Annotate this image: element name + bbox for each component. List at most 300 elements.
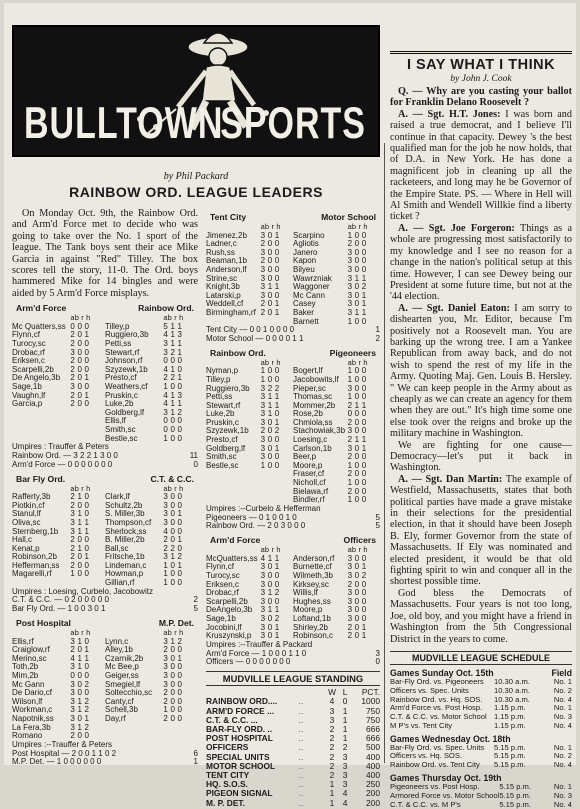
player-stats: 2 0 0	[70, 364, 90, 374]
table-row	[206, 799, 380, 808]
player-stats: 4 1 1	[260, 553, 280, 563]
answer-text: We are fighting for one cause—Democracy—let's put it back in Washington.	[390, 439, 572, 474]
player-name: Eriksen,c	[206, 579, 239, 589]
answer-text: God bless the Democrats of Massachusetts. Four years is not too long, Joe, old boy, and you might have a friend in Washington from the 5th Congressional District in the years to come.	[390, 587, 572, 645]
line-total: 0	[375, 657, 380, 667]
player-stats: 3 0 0	[347, 596, 367, 606]
player-stats: 2 0 0	[347, 239, 367, 249]
player-stats: 1 0 0	[347, 230, 367, 240]
player-stats: 1 0 0	[163, 433, 183, 443]
line-score	[206, 522, 380, 531]
schedule-field: No. 4	[553, 760, 572, 770]
schedule-day-label: Games Thursday Oct. 19th	[390, 773, 502, 784]
player-stats: 2 0 0	[347, 452, 367, 462]
standings-wins: 2	[329, 742, 335, 753]
player-stats: 4 1 1	[70, 653, 90, 663]
player-name: Goldberg,lf	[206, 443, 246, 453]
schedule-field: No. 4	[553, 720, 572, 730]
player-name: Mc Gann	[12, 679, 45, 689]
player-stats: 2 1 0	[70, 492, 90, 502]
player-stats: 3 0 0	[163, 492, 183, 502]
player-name: Smith,sc	[104, 424, 136, 434]
player-name: Flynn,cf	[12, 330, 41, 340]
schedule-game: M P's vs. Tent City	[390, 720, 453, 730]
player-name: Waggoner	[292, 282, 330, 292]
standings-pct: 200	[366, 788, 380, 799]
standings-team: RAINBOW ORD....	[206, 696, 278, 707]
standings-pct: 200	[366, 797, 380, 808]
standings-dots: ..	[298, 723, 304, 734]
player-name: Wilson,lf	[12, 696, 43, 706]
schedule-game: C.T. & C.C. vs. Motor School	[390, 712, 487, 722]
player-stats: ab r h	[70, 628, 91, 638]
player-stats: 3 0 0	[260, 435, 280, 445]
player-name: Jocobini,lf	[206, 622, 242, 632]
standings-pct: 666	[366, 733, 380, 744]
team-left: Arm'd Force	[16, 303, 67, 314]
line-innings: 0 0 0 0 0 0 0	[245, 657, 291, 667]
player-stats: ab r h	[347, 222, 368, 231]
team-left: Tent City	[210, 212, 247, 222]
line-innings: 0 2 0 0 0 0 0	[64, 595, 109, 605]
line-total: 2	[193, 595, 198, 605]
standings-dots: ..	[298, 769, 304, 780]
player-stats: 3 0 1	[347, 562, 367, 572]
player-stats: 2 0 0	[70, 535, 90, 545]
player-name: Petti,ss	[104, 339, 132, 349]
player-name	[12, 417, 70, 426]
player-stats: 3 0 0	[260, 452, 280, 462]
player-name: Lynn,c	[104, 636, 129, 646]
line-score	[206, 335, 380, 344]
schedule-field: No. 1	[553, 742, 572, 752]
standings-wins: 2	[329, 769, 335, 780]
player-name: Flynn,cf	[206, 562, 235, 572]
standings-dots: ..	[298, 742, 304, 753]
player-name: Rose,2b	[292, 409, 323, 419]
player-name	[105, 724, 163, 733]
player-stats: 4 1 0	[163, 364, 183, 374]
player-stats: 1 0 0	[347, 460, 367, 470]
line-score-team-score: Pigeoneers — 0 1 0 0 1 0	[206, 512, 297, 522]
player-stats: 3 0 0	[260, 273, 280, 283]
schedule-field: No. 1	[553, 703, 572, 713]
player-name: Turocy,sc	[206, 570, 240, 580]
line-team: Tent City	[206, 325, 238, 335]
player-stats: 2 0 0	[163, 714, 183, 723]
table-row	[390, 801, 572, 809]
player-stats: 4 1 3	[163, 390, 183, 400]
player-stats: 3 0 2	[70, 679, 90, 689]
player-name: Canty,cf	[104, 696, 134, 706]
standings-dots: ..	[298, 760, 304, 771]
standings-pct: 1000	[361, 696, 380, 707]
player-name: Rafferty,3b	[12, 492, 51, 502]
player-name: La Fera,3b	[12, 722, 51, 732]
line-innings: 1 0 0 0 0 0 0	[56, 757, 102, 767]
player-stats: 3 0 1	[347, 290, 367, 300]
line-total: 5	[375, 512, 380, 522]
player-name: Kapon	[292, 256, 317, 266]
player-name: Vaughn,lf	[12, 390, 46, 400]
schedule-time: 10.30 a.m.	[494, 694, 530, 704]
player-stats: 3 0 0	[347, 256, 367, 266]
box-score-table	[12, 485, 198, 588]
line-score-team-score: Rainbow Ord. — 2 0 3 0 0 0	[206, 521, 306, 531]
player-stats: 3 0 0	[70, 382, 90, 391]
opinion-answer	[390, 223, 572, 303]
line-score-team-score: Arm'd Force — 1 0 0 0 1 1 0	[206, 648, 307, 658]
player-name: Napotnik,ss	[12, 714, 54, 723]
player-name: De Dario,cf	[12, 688, 53, 698]
player-stats: 2 1 0	[70, 543, 90, 553]
schedule-day-label: Games Sunday Oct. 15th	[390, 667, 494, 678]
player-name: Pruskin,c	[206, 417, 239, 427]
player-name: De Angelo,3b	[12, 373, 61, 383]
opinion-answer	[390, 440, 572, 474]
player-name: Pieper,sc	[292, 383, 326, 393]
standings-wins: 1	[329, 779, 335, 790]
player-stats: 1 0 1	[163, 560, 183, 570]
player-stats: 2 0 0	[70, 500, 90, 510]
player-stats: ab r h	[163, 483, 184, 493]
player-name: Szyzewk,1b	[104, 364, 148, 374]
player-stats	[163, 724, 198, 733]
schedule-field: No. 2	[553, 685, 572, 695]
player-stats: 0 0 0	[70, 321, 90, 331]
player-name: Scarpelli,2b	[206, 596, 248, 606]
player-stats: 3 1 2	[70, 696, 90, 706]
player-name: Czarnik,2b	[104, 653, 144, 663]
line-team: Bar Fly Ord.	[12, 604, 56, 614]
line-total: 5	[193, 604, 198, 614]
player-name: Magarelli,rf	[12, 569, 52, 579]
player-name: Knight,3b	[206, 282, 240, 292]
umpires: Umpires :--Trauffer & Peters	[12, 739, 113, 749]
player-name: Romano	[12, 731, 43, 741]
opinion-byline: by John J. Cook	[450, 74, 512, 84]
player-name: Burnette,cf	[292, 562, 332, 572]
player-name: Birmingham,rf	[206, 307, 256, 317]
schedule-game: Rainbow Ord. vs. Tent City	[390, 760, 480, 770]
player-name: Clark,lf	[104, 492, 130, 502]
player-name: Moore,p	[292, 460, 323, 470]
player-stats: 1 0 0	[347, 478, 367, 488]
player-name	[105, 732, 163, 741]
player-stats: 3 1 1	[347, 307, 367, 317]
player-stats: 3 1 1	[260, 392, 280, 402]
player-name: Presto,cf	[206, 435, 238, 445]
player-name: Hughes,ss	[292, 596, 331, 606]
schedule-table	[390, 783, 572, 809]
player-stats	[261, 479, 293, 488]
player-name: Willis,lf	[292, 588, 318, 598]
player-stats: 3 0 0	[70, 688, 90, 698]
player-stats: 1 0 0	[260, 366, 280, 376]
player-name: Stanul,lf	[12, 509, 41, 519]
schedule-field: No. 3	[553, 712, 572, 722]
player-stats: 1 0 0	[163, 569, 183, 579]
box-score-teams	[12, 618, 198, 628]
player-name: Soltecchio,sc	[104, 688, 153, 698]
box-score	[206, 348, 380, 531]
player-stats: 3 1 1	[260, 282, 280, 292]
player-stats: 1 0 0	[347, 366, 367, 376]
player-name: Toth,2b	[12, 662, 39, 672]
player-name: Tilley,p	[206, 374, 231, 384]
player-stats: 3 0 0	[347, 426, 367, 436]
schedule-game: Arm'd Force vs. Post Hosp.	[390, 703, 483, 713]
standings-team: ARM'D FORCE ...	[206, 705, 275, 716]
player-stats: 2 0 1	[163, 535, 183, 545]
box-score-teams	[206, 535, 380, 545]
standings-team: POST HOSPITAL	[206, 733, 273, 744]
player-stats: 2 0 0	[163, 688, 183, 698]
player-stats: 1 0 0	[347, 316, 367, 326]
player-stats: 3 1 1	[260, 400, 280, 410]
masthead-word-right: SPORTS	[220, 99, 366, 149]
box-score	[12, 303, 198, 469]
line-score-team-score: Motor School — 0 0 0 0 1 1	[206, 333, 304, 343]
schedule-game: Pigeoneers vs. Post Hosp.	[390, 782, 480, 792]
standings-dots: ..	[298, 788, 304, 799]
player-name: Ruggiero,3b	[206, 383, 250, 393]
line-score-team-score: Post Hospital — 2 0 0 1 1 0 2	[12, 748, 117, 758]
column-divider	[384, 143, 385, 763]
answer-speaker: A. — Sgt. Joe Forgeron:	[398, 222, 515, 234]
player-name: Rush,ss	[206, 247, 235, 257]
box-score	[12, 618, 198, 767]
player-name: Merino,sc	[12, 653, 47, 663]
player-name: Hall,c	[12, 535, 33, 545]
team-left: Bar Fly Ord.	[16, 473, 66, 484]
player-stats: 3 0 0	[260, 596, 280, 606]
player-name: Loftand,1b	[292, 613, 331, 623]
player-name: Kruszynski,p	[206, 631, 252, 641]
player-stats: 3 0 1	[347, 299, 367, 309]
schedule-time: 10.30 a.m.	[494, 685, 530, 695]
player-name: Bogert,lf	[292, 366, 323, 376]
line-team: Pigeoneers	[206, 512, 247, 522]
player-name: Scarpelli,2b	[12, 364, 54, 374]
player-stats: 1 0 0	[260, 460, 280, 470]
player-stats: ab r h	[163, 313, 184, 323]
player-name: Robinson,c	[292, 631, 334, 641]
player-stats: 3 0 2	[347, 282, 367, 292]
standings-team: M. P. DET.	[206, 797, 245, 808]
player-stats: 3 1 0	[70, 509, 90, 519]
player-name: Kenat,p	[12, 543, 40, 553]
schedule-time: 1.15 p.m.	[494, 712, 526, 722]
player-stats: 0 0 0	[163, 356, 183, 366]
standings-pct: 400	[366, 751, 380, 762]
player-stats: 2 2 0	[163, 543, 183, 553]
player-stats: 3 1 0	[260, 409, 280, 419]
player-stats: 2 0 0	[70, 356, 90, 366]
schedule-table	[390, 678, 572, 731]
table-row	[390, 722, 572, 731]
player-name	[206, 479, 261, 488]
player-name: Jacobowits,lf	[292, 374, 339, 384]
standings-wins: 2	[329, 723, 335, 734]
player-stats	[70, 426, 105, 435]
standings-losses: 3	[342, 751, 348, 762]
player-name: Drobac,rf	[206, 588, 239, 598]
box-score-teams	[12, 474, 198, 484]
player-stats: 3 1 1	[347, 273, 367, 283]
player-stats: 3 0 0	[163, 500, 183, 510]
umpires: Umpires : Loesing, Curbelo, Jacobowitz	[12, 586, 153, 596]
line-score	[12, 605, 198, 614]
schedule-game: C.T. & C.C. vs. M P's	[390, 799, 461, 809]
player-name: Luke,2b	[206, 409, 235, 419]
sports-headline: RAINBOW ORD. LEAGUE LEADERS	[69, 184, 323, 200]
standings-losses: 0	[342, 696, 348, 707]
player-stats: 3 0 1	[260, 622, 280, 632]
bulltown-sports-masthead	[12, 25, 380, 157]
line-score-team-score: C.T. & C.C. — 0 2 0 0 0 0 0	[12, 595, 109, 605]
player-stats	[261, 470, 293, 479]
line-innings: 0 0 0 0 1 1	[265, 333, 304, 343]
player-stats: ab r h	[70, 313, 91, 323]
player-name: Howman,p	[104, 569, 144, 579]
player-stats: 2 0 2	[260, 426, 280, 436]
line-innings: 3 2 2 1 3 0 0	[73, 450, 118, 460]
player-stats: 3 0 0	[260, 264, 280, 274]
player-stats: 2 0 0	[347, 579, 367, 589]
standings-pct: 500	[366, 742, 380, 753]
schedule-field: No. 1	[553, 782, 572, 792]
standings-losses: 1	[342, 723, 348, 734]
player-stats: 2 0 0	[260, 239, 280, 249]
player-name: Weddell,cf	[206, 299, 244, 309]
player-name	[12, 426, 70, 435]
player-stats: 2 0 1	[70, 645, 90, 655]
player-stats: 3 0 1	[163, 509, 183, 519]
player-stats: 3 0 0	[260, 247, 280, 257]
line-score-team-score: Rainbow Ord. — 3 2 2 1 3 0 0	[12, 450, 118, 460]
standings-pct: 250	[366, 779, 380, 790]
standings-dots: ..	[298, 751, 304, 762]
box-score	[206, 535, 380, 667]
line-score-team-score: M.P. Det. — 1 0 0 0 0 0 0	[12, 757, 102, 767]
schedule-time: 1.15 p.m.	[494, 703, 526, 713]
player-stats: 3 0 0	[163, 671, 183, 681]
standings-pct: 400	[366, 760, 380, 771]
line-score	[206, 658, 380, 667]
player-stats: 3 0 2	[347, 570, 367, 580]
standings-losses: 3	[342, 779, 348, 790]
opinion-question: Q. — Why are you casting your ballot for Franklin Delano Roosevelt ?	[390, 86, 572, 109]
standings-title: MUDVILLE LEAGUE STANDING	[206, 671, 380, 686]
player-stats: ab r h	[347, 545, 368, 555]
player-stats: 3 0 0	[347, 247, 367, 257]
player-name: DeAngelo,3b	[206, 605, 253, 615]
opinion-title: I SAY WHAT I THINK	[390, 51, 572, 73]
player-stats: ab r h	[70, 483, 91, 493]
opinion-section	[390, 3, 572, 809]
player-name: Bestle,sc	[206, 460, 239, 470]
player-name: Scarpino	[292, 230, 325, 240]
player-name	[206, 470, 261, 479]
player-stats: 3 1 1	[260, 605, 280, 615]
player-stats: ab r h	[260, 545, 281, 555]
player-name: Ladner,c	[206, 239, 237, 249]
player-name: Latarski,p	[206, 290, 241, 300]
standings-losses: 1	[342, 733, 348, 744]
player-name: Ruggiero,3b	[104, 330, 149, 340]
player-name: Geiger,ss	[104, 671, 139, 681]
player-name: McQuatters,ss	[206, 553, 258, 563]
box-score-table	[12, 314, 198, 443]
player-name: Nyman,p	[206, 366, 239, 376]
standings-dots: ..	[298, 797, 304, 808]
player-name: Anderson,rf	[292, 553, 335, 563]
player-stats: 3 0 0	[347, 605, 367, 615]
player-name: Bielawa,rf	[292, 486, 329, 496]
player-name: Carlson,1b	[292, 443, 332, 453]
player-name: Luke,2b	[104, 399, 134, 409]
player-stats: 3 1 2	[163, 552, 183, 562]
standings-table	[206, 688, 380, 808]
schedule-day-label: Games Wednesday Oct. 18th	[390, 733, 511, 744]
player-name: Workman,c	[12, 705, 53, 715]
player-name: Barnett	[292, 316, 319, 326]
team-right: Officers	[343, 535, 376, 546]
line-team: Rainbow Ord.	[206, 521, 255, 531]
team-left: Post Hospital	[16, 618, 71, 629]
player-name: Schultz,2b	[104, 500, 143, 510]
standings-w-head: W	[328, 687, 336, 698]
standings-team: PIGEON SIGNAL	[206, 788, 273, 799]
line-innings: 2 0 3 0 0 0	[267, 521, 306, 531]
standings-wins: 1	[329, 797, 335, 808]
standings-wins: 2	[329, 751, 335, 762]
player-stats: 2 0 1	[260, 299, 280, 309]
player-name: Beer,p	[292, 452, 317, 462]
player-name: Janero	[292, 247, 318, 257]
player-name: Smith,sc	[206, 452, 237, 462]
player-name: Sternberg,1b	[12, 526, 59, 536]
player-stats: 3 0 1	[260, 562, 280, 572]
player-stats: 2 0 0	[163, 645, 183, 655]
player-stats: ab r h	[260, 357, 281, 367]
sports-subcolumn-right	[206, 208, 380, 808]
schedule-game: Officers vs. Hq. SOS.	[390, 751, 463, 761]
player-stats: 3 0 1	[260, 631, 280, 641]
player-stats: 2 2 1	[163, 373, 183, 383]
line-team: M.P. Det.	[12, 757, 45, 767]
player-stats: 4 0 0	[163, 526, 183, 536]
line-innings: 2 0 0 1 1 0 2	[71, 748, 117, 758]
player-stats: 1 0 0	[163, 578, 183, 588]
line-innings: 0 1 0 0 1 0	[258, 512, 297, 522]
player-name: Wilmeth,3b	[292, 570, 333, 580]
player-stats: 3 0 0	[163, 517, 183, 527]
player-stats: 2 1 1	[347, 400, 367, 410]
player-stats: 3 0 0	[260, 290, 280, 300]
player-stats: 0 0 0	[70, 671, 90, 681]
player-stats: 3 0 1	[260, 443, 280, 453]
player-name: Gillian,rf	[104, 578, 135, 588]
player-name: S. Miller,3b	[104, 509, 145, 519]
player-stats: 3 0 0	[347, 264, 367, 274]
line-total: 1	[375, 325, 380, 335]
player-stats: 1 0 0	[260, 374, 280, 384]
line-score-team-score: Officers — 0 0 0 0 0 0 0	[206, 657, 291, 667]
player-stats: 2 0 1	[70, 552, 90, 562]
player-stats: 2 0 0	[347, 486, 367, 496]
